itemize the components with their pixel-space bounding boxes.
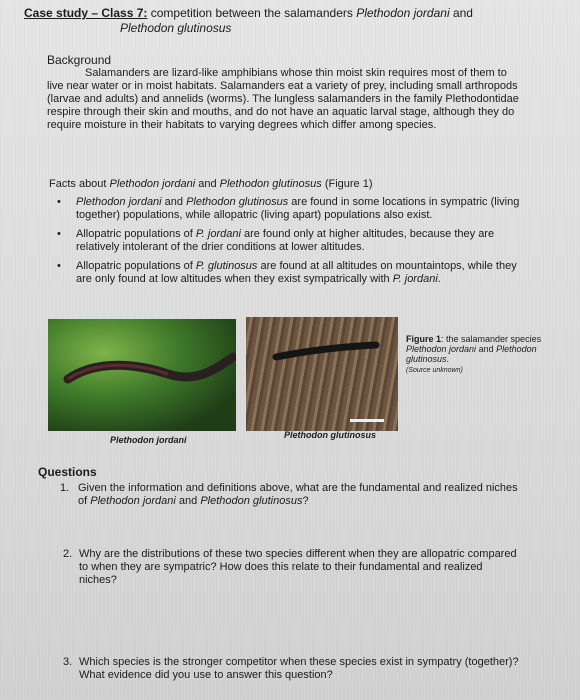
figure-1 bbox=[48, 317, 558, 447]
questions-section bbox=[38, 466, 528, 479]
question-3 bbox=[63, 656, 523, 682]
fact-1-text: are found in some locations in sympatric (living together) populations, while allopatric (living apart) populations also exist. bbox=[76, 196, 520, 221]
question-2-text: Why are the distributions of these two species different when they are allopatric compared to when they are sympatric? How does this relate to their fundamental and realized niches? bbox=[79, 548, 517, 586]
question-3-number: 3. bbox=[63, 656, 73, 668]
fact-3-sp2: P. jordani bbox=[392, 273, 438, 285]
salamander-jordani-icon bbox=[48, 319, 236, 431]
title-and: and bbox=[449, 6, 473, 20]
fact-1-sp1: Plethodon jordani bbox=[76, 196, 162, 208]
question-2-number: 2. bbox=[63, 548, 73, 560]
questions-heading: Questions bbox=[38, 465, 97, 479]
bullet-icon: • bbox=[57, 228, 61, 240]
fact-2-sp: P. jordani bbox=[195, 228, 241, 240]
q1-text-a: Given the information and definitions above, what are the fundamental and realized niches of bbox=[78, 482, 518, 507]
facts-heading bbox=[49, 178, 523, 191]
figure-caption-label: Figure 1 bbox=[406, 334, 442, 344]
question-1-text bbox=[60, 482, 520, 508]
facts-heading-and: and bbox=[195, 178, 220, 190]
background-section bbox=[47, 54, 521, 132]
question-3-text: Which species is the stronger competitor when these species exist in sympatry (together)? What evidence did you use to answer this question? bbox=[79, 656, 519, 681]
title-species-1: Plethodon jordani bbox=[356, 6, 450, 20]
list-item bbox=[49, 228, 523, 254]
figure-caption-sp1: Plethodon jordani bbox=[406, 344, 477, 354]
title-rest: competition between the salamanders bbox=[147, 6, 357, 20]
list-item bbox=[49, 196, 523, 222]
facts-heading-sp2: Plethodon glutinosus bbox=[219, 178, 322, 190]
salamander-glutinosus-icon bbox=[246, 317, 398, 431]
fact-2-text: are found only at higher altitudes, because they are relatively intolerant of the drier conditions at lower altitudes. bbox=[76, 228, 495, 253]
fact-3-text: are found at all altitudes on mountaintops, while they are only found at low altitudes when they exist sympatrically with bbox=[76, 260, 517, 285]
background-text: Salamanders are lizard-like amphibians whose thin moist skin requires most of them to live near water or in moist habitats. Salamanders eat a variety of prey, including small arthropods (larvae and adults) and annelids (worms). The lungless salamanders in the family Plethodontidae respire through their skin and mouths, and do not have an aquatic larval stage, although they do require moisture in their habitats to varying degrees which differ among species. bbox=[47, 67, 519, 131]
figure-caption-end: . bbox=[446, 354, 450, 364]
salamander-photo-glutinosus bbox=[246, 317, 398, 431]
fact-3-end: . bbox=[437, 273, 441, 285]
facts-heading-post: (Figure 1) bbox=[321, 178, 373, 190]
bullet-icon: • bbox=[57, 196, 61, 208]
figure-source: (Source unknown) bbox=[406, 367, 463, 374]
figure-caption-text: : the salamander species bbox=[441, 334, 542, 344]
facts-heading-sp1: Plethodon jordani bbox=[109, 178, 196, 190]
bullet-icon: • bbox=[57, 260, 61, 272]
fact-3-sp1: P. glutinosus bbox=[195, 260, 258, 272]
question-1 bbox=[60, 482, 520, 508]
salamander-photo-jordani bbox=[48, 319, 236, 431]
page-title bbox=[24, 6, 544, 36]
figure-caption-sp2: Plethodon glutinosus bbox=[406, 344, 537, 364]
background-heading: Background bbox=[47, 53, 112, 67]
figure-caption bbox=[406, 334, 556, 376]
fact-1-sp2: Plethodon glutinosus bbox=[186, 196, 289, 208]
figure-caption-and: and bbox=[476, 344, 497, 354]
title-species-2: Plethodon glutinosus bbox=[120, 21, 232, 35]
fact-3-pre: Allopatric populations of bbox=[76, 260, 196, 272]
facts-list bbox=[49, 196, 523, 286]
photo1-caption: Plethodon jordani bbox=[110, 435, 187, 445]
list-item bbox=[49, 260, 523, 286]
q1-and: and bbox=[175, 495, 201, 507]
question-1-number: 1. bbox=[60, 482, 70, 494]
facts-section bbox=[49, 178, 523, 292]
photo2-caption: Plethodon glutinosus bbox=[284, 430, 376, 440]
question-2 bbox=[63, 548, 523, 587]
q1-sp2: Plethodon glutinosus bbox=[200, 495, 303, 507]
fact-1-and: and bbox=[161, 196, 187, 208]
fact-2-pre: Allopatric populations of bbox=[76, 228, 196, 240]
q1-end: ? bbox=[302, 495, 309, 507]
facts-heading-pre: Facts about bbox=[49, 178, 110, 190]
q1-sp1: Plethodon jordani bbox=[90, 495, 176, 507]
title-lead: Case study – Class 7: bbox=[24, 6, 148, 20]
